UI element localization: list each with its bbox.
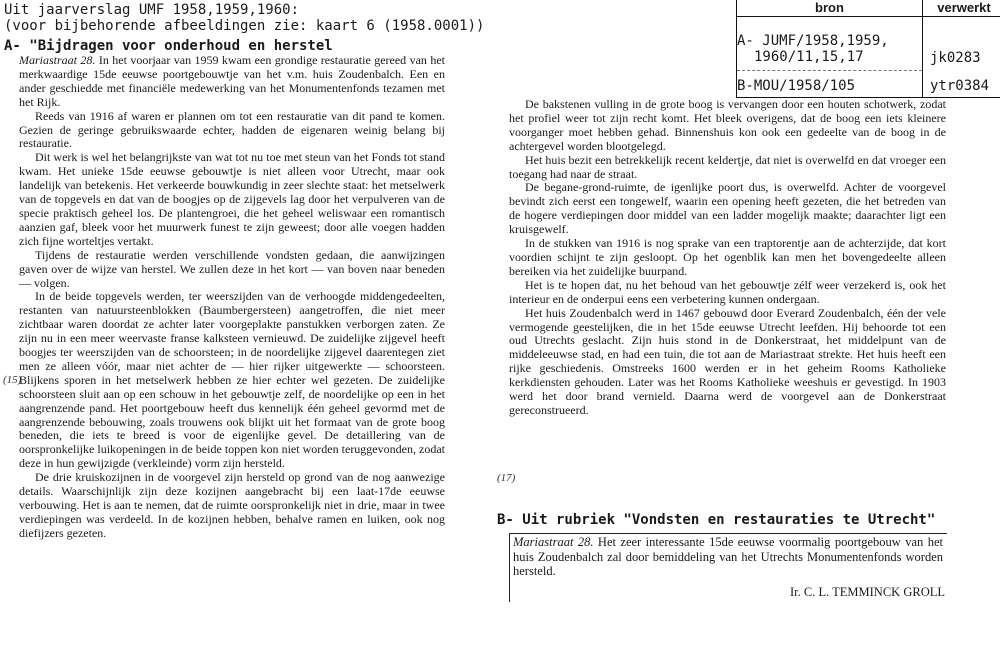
paragraph: Tijdens de restauratie werden verschillende vondsten gedaan, die aanwijzingen gaven over de wijze van herstel. We zullen deze in het kort — van boven naar beneden — volgen. — [19, 247, 445, 290]
paragraph: De drie kruiskozijnen in de voorgevel zijn hersteld op grond van de nog aanwezige details. Waarschijnlijk zijn deze kozijnen aangebracht bij een laat-17de eeuwse verbouwing. Het is aan te nemen, dat de ruimte oorspronkelijk niet in drie, maar in twee verdiepingen was verdeeld. In de kozijnen hebben, behalve ramen en luiken, ook nog diefijzers gezeten. — [19, 470, 445, 540]
paragraph: Reeds van 1916 af waren er plannen om tot een restauratie van dit pand te komen. Gezien de geringe gebruikswaarde echter, hadden de eigenaren weinig belang bij restauratie. — [19, 108, 445, 151]
source-a-reference-line2: 1960/11,15,17 — [754, 49, 864, 65]
source-a-processed-code: jk0283 — [930, 50, 981, 66]
clipping-text — [513, 535, 943, 579]
street-heading: Mariastraat 28. — [19, 53, 96, 67]
paragraph: Dit werk is wel het belangrijkste van wat tot nu toe met steun van het Fonds tot stand kwam. Het unieke 15de eeuwse gebouwtje is niet alleen voor Utrecht, maar ook landelijk van betekenis. Het verkeerde bouwkundig in zeer slechte staat: het metselwerk van de topgevels en dat van de boogjes op de zijgevels lag door het verpulveren van de specie praktisch geheel los. De plantengroei, die het geheel weliswaar een romantisch aanzien gaf, bleek voor het muurwerk funest te zijn geweest; door alle voegen hadden zich fijne worteltjes vertakt. — [19, 150, 445, 248]
clipping-street-heading: Mariastraat 28. — [513, 535, 594, 549]
section-a-title: A- "Bijdragen voor onderhoud en herstel — [4, 38, 333, 54]
margin-note-15: (15) — [3, 374, 22, 386]
header-title: Uit jaarverslag UMF 1958,1959,1960: — [4, 2, 300, 18]
paragraph: In de stukken van 1916 is nog sprake van een traptorentje aan de achterzijde, dat kort voordien schijnt te zijn gesloopt. Op het ogenblik kan men het bovengedeelte alleen bereiken via het zuidelijke buurpand. — [509, 236, 946, 278]
source-table-header-verwerkt: verwerkt — [923, 0, 1000, 17]
source-table-header-bron: bron — [737, 0, 923, 17]
paragraph: Het is te hopen dat, nu het behoud van het gebouwtje zélf weer verzekerd is, ook het interieur en de onderpui eens een verbetering kunnen ondergaan. — [509, 277, 946, 306]
paragraph: In de beide topgevels werden, ter weerszijden van de verhoogde middengedeelten, restanten van natuursteenblokken (Baumbergersteen) aangetroffen, die niet meer zichtbaar waren doordat ze achter later voorgeplakte panstukken verborgen zaten. Ze zijn nu in een meer weervaste franse kalksteen vernieuwd. De zuidelijke zijgevel heeft boogjes ter weerszijden van de schoorsteen; in de noordelijke zijgevel daarentegen ziet men ze alleen vóór, maar niet achter de — hier rijker uitgewerkte — schoorsteen. Blijkens sporen in het metselwerk hebben ze hier echter wel gezeten. De zuidelijke schoorsteen sluit aan op een schouw in het gebouwtje zelf, de noordelijke op een in het aangrenzende pand. Het poortgebouw heeft dus kennelijk één geheel gevormd met de aangrenzende bebouwing, zoals trouwens ook blijkt uit het formaat van de grote boog beneden, die iets te breed is voor de eigenlijke gevel. De detaillering van de oorspronkelijke luikopeningen in de beide toppen kon niet worden teruggevonden, zodat deze in hun gewijzigde (verkleinde) vorm zijn hersteld. — [19, 289, 445, 471]
margin-note-17: (17) — [497, 472, 516, 484]
section-a-right-column — [509, 98, 946, 418]
paragraph — [19, 54, 445, 110]
source-table — [736, 0, 1000, 98]
paragraph: Het huis bezit een betrekkelijk recent kelderțje, dat niet is overwelfd en dat vroeger een toegang had naar de straat. — [509, 152, 946, 181]
paragraph: De begane-grond-ruimte, de igenlijke poort dus, is overwelfd. Achter de voorgevel bevindt zich eerst een tongewelf, waarin een opening heeft gezeten, die het betreden van de hogere verdiepingen door middel van een ladder mogelijk maakte; daarachter ligt een kruisgewelf. — [509, 180, 946, 237]
section-a-left-column — [19, 54, 445, 541]
clipping-body: Het zeer interessante 15de eeuwse voormalig poortgebouw van het huis Zoudenbalch zal door bemiddeling van het Utrechts Monumentenfonds worden hersteld. — [513, 535, 943, 578]
header-subtitle: (voor bijbehorende afbeeldingen zie: kaart 6 (1958.0001)) — [4, 18, 485, 34]
source-table-row-divider — [737, 70, 922, 71]
paragraph-text: In het voorjaar van 1959 kwam een grondige restauratie gereed van het merkwaardige 15de eeuwse poortgebouwtje van het v.m. huis Zoudenbalch. Een en ander geschiedde met financiële medewerking van het Monumentenfonds tezamen met het Rijk. — [19, 53, 445, 109]
section-b-title: B- Uit rubriek "Vondsten en restauraties te Utrecht" — [497, 512, 936, 528]
paragraph: De bakstenen vulling in de grote boog is vervangen door een houten schotwerk, zodat het profiel weer tot zijn recht komt. Het bleek overigens, dat de boog een iets kleinere voorganger moet hebben gehad. Binnenshuis kon ook een gedeelte van de boog in de achtergevel worden blootgelegd. — [509, 97, 946, 153]
source-b-processed-code: ytr0384 — [930, 78, 990, 94]
section-b-clipping — [509, 533, 947, 602]
source-a-reference-line1: A- JUMF/1958,1959, — [737, 33, 889, 49]
paragraph: Het huis Zoudenbalch werd in 1467 gebouwd door Everard Zoudenbalch, één der vele vermogende geestelijken, die in het 15de eeuwse Utrecht leefden. Hij behoorde tot een oud Utrechts geslacht. Zijn huis stond in de Donkerstraat, het middelpunt van de middeleeuwse stad, en had een tuin, die tot aan de Mariastraat strekte. Het huis heeft een rijke geschiedenis. Omstreeks 1600 werden er in het geheim Rooms Katholieke kerkdiensten gehouden. Later was het Rooms Katholieke weeshuis er gevestigd. In 1903 werd het door brand vernield. Daarna werd de voorgevel aan de Donkerstraat gereconstrueerd. — [509, 305, 946, 417]
source-b-reference: B-MOU/1958/105 — [737, 78, 856, 94]
source-table-column-divider — [922, 16, 923, 97]
clipping-author: Ir. C. L. TEMMINCK GROLL — [790, 585, 945, 599]
